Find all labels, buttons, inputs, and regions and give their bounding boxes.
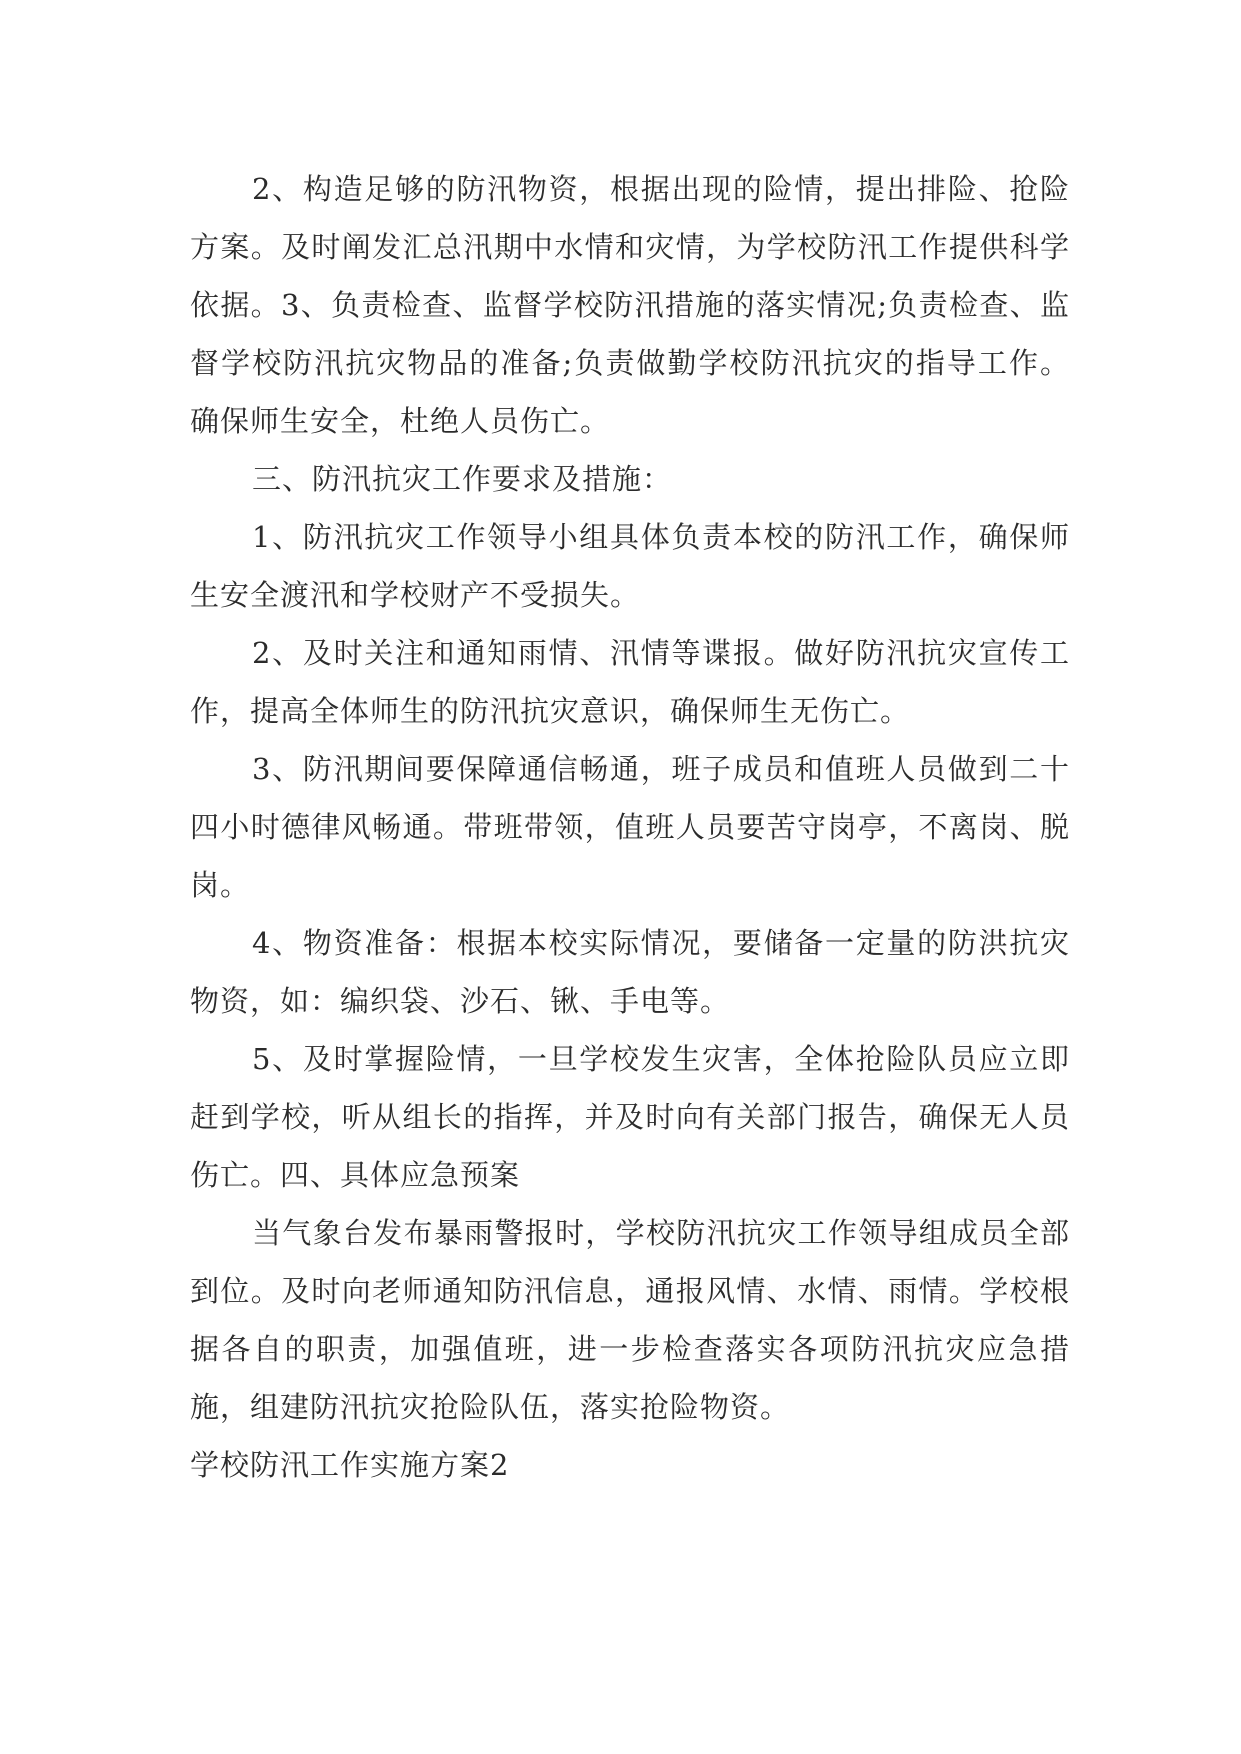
paragraph-4: 2、及时关注和通知雨情、汛情等谍报。做好防汛抗灾宣传工作，提高全体师生的防汛抗灾意识，确保师生无伤亡。: [190, 636, 1070, 728]
paragraph-7: 5、及时掌握险情，一旦学校发生灾害，全体抢险队员应立即赶到学校，听从组长的指挥，并及时向有关部门报告，确保无人员伤亡。四、具体应急预案: [190, 1042, 1070, 1192]
section-title: 学校防汛工作实施方案2: [190, 1448, 510, 1482]
paragraph-1: 2、构造足够的防汛物资，根据出现的险情，提出排险、抢险方案。及时阐发汇总汛期中水情和灾情，为学校防汛工作提供科学依据。3、负责检查、监督学校防汛措施的落实情况;负责检查、监督学校防汛抗灾物品的准备;负责做勤学校防汛抗灾的指导工作。确保师生安全，杜绝人员伤亡。: [190, 172, 1070, 438]
paragraph-2: 三、防汛抗灾工作要求及措施：: [252, 462, 673, 496]
paragraph-3: 1、防汛抗灾工作领导小组具体负责本校的防汛工作，确保师生安全渡汛和学校财产不受损失。: [190, 520, 1070, 612]
paragraph-8: 当气象台发布暴雨警报时，学校防汛抗灾工作领导组成员全部到位。及时向老师通知防汛信息，通报风情、水情、雨情。学校根据各自的职责，加强值班，进一步检查落实各项防汛抗灾应急措施，组建防汛抗灾抢险队伍，落实抢险物资。: [190, 1216, 1070, 1424]
paragraph-6: 4、物资准备：根据本校实际情况，要储备一定量的防洪抗灾物资，如：编织袋、沙石、锹、手电等。: [190, 926, 1070, 1018]
paragraph-5: 3、防汛期间要保障通信畅通，班子成员和值班人员做到二十四小时德律风畅通。带班带领，值班人员要苦守岗亭，不离岗、脱岗。: [190, 752, 1070, 902]
document-body: [190, 160, 1070, 1494]
